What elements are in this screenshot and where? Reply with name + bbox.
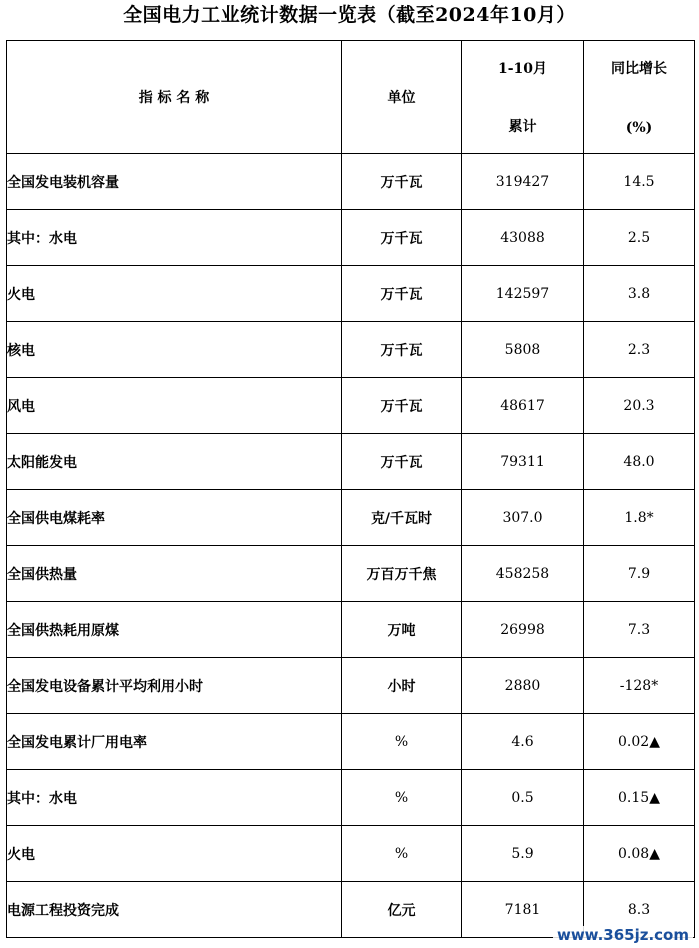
unit: 小时 (342, 658, 462, 714)
header-cumulative-line1: 1-10月 (497, 61, 548, 77)
page-title: 全国电力工业统计数据一览表（截至2024年10月） (123, 4, 576, 26)
unit: 万千瓦 (342, 210, 462, 266)
yoy-growth: 8.3 (584, 882, 695, 938)
yoy-growth: 7.9 (584, 546, 695, 602)
indicator-name: 全国发电装机容量 (7, 154, 342, 210)
unit: 亿元 (342, 882, 462, 938)
header-unit: 单位 (342, 41, 462, 154)
table-row (7, 210, 695, 266)
indicator-name: 其中：水电 (7, 210, 342, 266)
yoy-growth: 48.0 (584, 434, 695, 490)
table-row (7, 490, 695, 546)
indicator-name: 核电 (7, 322, 342, 378)
header-indicator: 指 标 名 称 (7, 41, 342, 154)
header-cumulative (462, 41, 584, 154)
cumulative-value: 2880 (462, 658, 584, 714)
yoy-growth: 0.02▲ (584, 714, 695, 770)
yoy-growth: 2.5 (584, 210, 695, 266)
table-row (7, 770, 695, 826)
table-row (7, 658, 695, 714)
cumulative-value: 4.6 (462, 714, 584, 770)
cumulative-value: 43088 (462, 210, 584, 266)
cumulative-value: 142597 (462, 266, 584, 322)
cumulative-value: 48617 (462, 378, 584, 434)
table-row (7, 602, 695, 658)
table-row (7, 434, 695, 490)
yoy-growth: 7.3 (584, 602, 695, 658)
unit: 万千瓦 (342, 378, 462, 434)
table-row (7, 378, 695, 434)
unit: % (342, 826, 462, 882)
yoy-growth: 20.3 (584, 378, 695, 434)
table-row (7, 266, 695, 322)
unit: 万百万千焦 (342, 546, 462, 602)
table-row (7, 546, 695, 602)
cumulative-value: 26998 (462, 602, 584, 658)
cumulative-value: 5.9 (462, 826, 584, 882)
unit: 万千瓦 (342, 434, 462, 490)
indicator-name: 全国供热量 (7, 546, 342, 602)
cumulative-value: 79311 (462, 434, 584, 490)
unit: 万千瓦 (342, 322, 462, 378)
yoy-growth: -128* (584, 658, 695, 714)
indicator-name: 全国供热耗用原煤 (7, 602, 342, 658)
indicator-name: 全国供电煤耗率 (7, 490, 342, 546)
indicator-name: 电源工程投资完成 (7, 882, 342, 938)
unit: 万吨 (342, 602, 462, 658)
yoy-growth: 0.08▲ (584, 826, 695, 882)
table-row (7, 154, 695, 210)
header-growth-line2: (%) (625, 120, 653, 136)
yoy-growth: 2.3 (584, 322, 695, 378)
cumulative-value: 7181 (462, 882, 584, 938)
unit: % (342, 714, 462, 770)
cumulative-value: 319427 (462, 154, 584, 210)
header-growth-line1: 同比增长 (611, 61, 667, 77)
indicator-name: 全国发电累计厂用电率 (7, 714, 342, 770)
indicator-name: 太阳能发电 (7, 434, 342, 490)
table-header-row (7, 41, 695, 154)
yoy-growth: 14.5 (584, 154, 695, 210)
unit: 克/千瓦时 (342, 490, 462, 546)
unit: 万千瓦 (342, 154, 462, 210)
table-row (7, 826, 695, 882)
yoy-growth: 1.8* (584, 490, 695, 546)
indicator-name: 风电 (7, 378, 342, 434)
indicator-name: 火电 (7, 826, 342, 882)
indicator-name: 其中：水电 (7, 770, 342, 826)
statistics-table (6, 40, 695, 938)
indicator-name: 火电 (7, 266, 342, 322)
cumulative-value: 458258 (462, 546, 584, 602)
unit: % (342, 770, 462, 826)
indicator-name: 全国发电设备累计平均利用小时 (7, 658, 342, 714)
cumulative-value: 0.5 (462, 770, 584, 826)
header-cumulative-line2: 累计 (508, 119, 537, 135)
cumulative-value: 307.0 (462, 490, 584, 546)
header-growth (584, 41, 695, 154)
yoy-growth: 0.15▲ (584, 770, 695, 826)
watermark: www.365jz.com (553, 926, 693, 944)
cumulative-value: 5808 (462, 322, 584, 378)
table-row (7, 714, 695, 770)
unit: 万千瓦 (342, 266, 462, 322)
table-row (7, 322, 695, 378)
table-body (7, 154, 695, 938)
yoy-growth: 3.8 (584, 266, 695, 322)
